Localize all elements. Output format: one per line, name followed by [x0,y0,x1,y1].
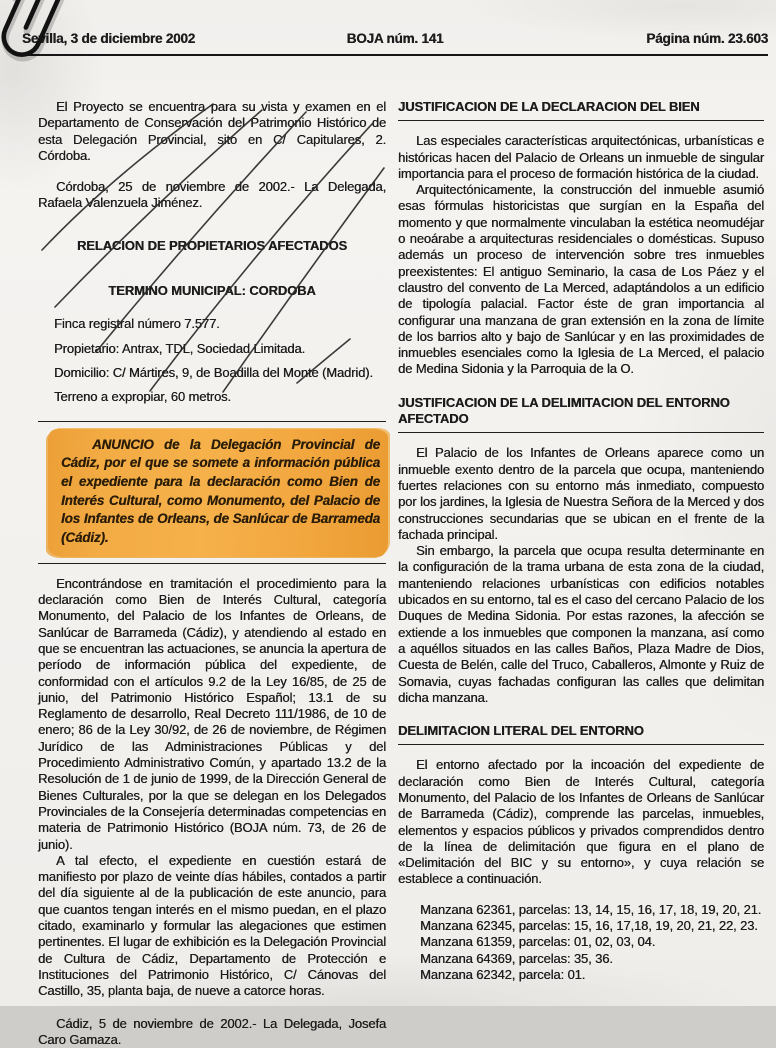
heading-justificacion-declaracion-bien: JUSTIFICACION DE LA DECLARACION DEL BIEN [398,99,764,121]
right-column [398,99,764,983]
paragraph-palacio-infantes: El Palacio de los Infantes de Orleans aparece como un inmueble exento dentro de la parcela que ocupa, manteniendo fuertes relaciones con su entorno más inmediato, compuesto por los jardines, la Iglesia de Nuestra Señora de la Merced y dos construcciones secundarias que se ubican en el frente de la fachada principal. [398,445,764,543]
paragraph-sin-embargo: Sin embargo, la parcela que ocupa resulta determinante en la configuración de la trama urbana de esta zona de la ciudad, manteniendo relaciones urbanísticas con edificios notables ubicados en su entorno, tal es el caso del cercano Palacio de los Duques de Medina Sidonia. Por estas razones, la afección se extiende a los inmuebles que componen la manzana, así como a aquéllos situados en las calles Baños, Plaza Madre de Dios, Cuesta de Belén, calle del Truco, Caballeros, Almonte y Ruiz de Somavia, cuyas fachadas configuran las calles que delimitan dicha manzana. [398,543,764,706]
propietario-line: Propietario: Antrax, TDL, Sociedad Limitada. [54,341,386,357]
header-issue-number: BOJA núm. 141 [271,31,520,46]
finca-registral-line: Finca registral número 7.577. [54,316,386,332]
heading-delimitacion-literal: DELIMITACION LITERAL DEL ENTORNO [398,723,764,745]
anuncio-highlighted-summary: ANUNCIO de la Delegación Provincial de Cádiz, por el que se somete a información pública el expediente para la declaración como Bien de Interés Cultural, como Monumento, del Palacio de los Infantes de Orleans, de Sanlúcar de Barrameda (Cádiz). [48,429,388,557]
left-column [38,99,386,1048]
manzana-parcel-list [398,902,764,983]
manzana-entry: Manzana 61359, parcelas: 01, 02, 03, 04. [398,934,764,950]
terreno-line: Terreno a expropiar, 60 metros. [54,389,386,405]
paragraph-arquitectonicamente: Arquitectónicamente, la construcción del inmueble asumió esas fórmulas historicistas que surgían en la España del momento y que normalmente vinculaban la estética neomudéjar o neoárabe a arquitecturas residenciales o domésticas. Supuso además un proceso de intervención sobre tres inmuebles preexistentes: El antiguo Seminario, la casa de Los Páez y el claustro del convento de La Merced, adaptándolos a un edificio de tipología palacial. Factor éste de gran importancia al configurar una manzana de gran extensión en la zona de límite de los barrios alto y bajo de Sanlúcar y en las proximidades de inmuebles esenciales como la Iglesia de La Merced, el palacio de Medina Sidonia y la Parroquia de la O. [398,182,764,378]
paragraph-encontrandose: Encontrándose en tramitación el procedimiento para la declaración como Bien de Interés Cultural, categoría Monumento, del Palacio de los Infantes de Orleans, de Sanlúcar de Barrameda (Cádiz), y atendiendo al estado en que se encuentran las actuaciones, se anuncia la apertura de período de información pública del expediente, de conformidad con el artículos 9.2 de la Ley 16/85, de 25 de junio, del Patrimonio Histórico Español; 13.1 de su Reglamento de desarrollo, Real Decreto 111/1986, de 10 de enero; 86 de la Ley 30/92, de 26 de noviembre, de Régimen Jurídico de las Administraciones Públicas y del Procedimiento Administrativo Común, y apartado 13.2 de la Resolución de 1 de junio de 1999, de la Dirección General de Bienes Culturales, por la que se delegan en los Delegados Provinciales de la Consejería determinadas competencias en materia de Patrimonio Histórico (BOJA núm. 73, de 26 de junio). [38,576,386,853]
heading-justificacion-delimitacion-entorno: JUSTIFICACION DE LA DELIMITACION DEL ENTORNO AFECTADO [398,395,764,434]
header-date: Sevilla, 3 de diciembre 2002 [22,31,271,46]
heading-termino-municipal: TERMINO MUNICIPAL: CORDOBA [38,283,386,299]
domicilio-line: Domicilio: C/ Mártires, 9, de Boadilla del Monte (Madrid). [54,365,386,381]
paragraph-cadiz-signature: Cádiz, 5 de noviembre de 2002.- La Delegada, Josefa Caro Gamaza. [38,1016,386,1048]
manzana-entry: Manzana 62345, parcelas: 15, 16, 17,18, 19, 20, 21, 22, 23. [398,918,764,934]
page-header [22,31,768,56]
paragraph-project-exhibition: El Proyecto se encuentra para su vista y examen en el Departamento de Conservación del Patrimonio Histórico de esta Delegación Provincial, sito en C/ Capitulares, 2. Córdoba. [38,99,386,164]
manzana-entry: Manzana 64369, parcelas: 35, 36. [398,951,764,967]
horizontal-rule-below-anuncio [38,563,386,564]
paragraph-cordoba-signature: Córdoba, 25 de noviembre de 2002.- La Delegada, Rafaela Valenzuela Jiménez. [38,179,386,212]
horizontal-rule-above-anuncio [38,421,386,422]
header-page-number: Página núm. 23.603 [519,31,768,46]
paragraph-caracteristicas: Las especiales características arquitectónicas, urbanísticas e históricas hacen del Palacio de Orleans un inmueble de singular importancia para el proceso de formación histórica de la ciudad. [398,133,764,182]
paragraph-a-tal-efecto: A tal efecto, el expediente en cuestión estará de manifiesto por plazo de veinte días hábiles, contados a partir del día siguiente al de la publicación de este anuncio, para que cuantos tengan interés en el mismo puedan, en el plazo citado, examinarlo y formular las alegaciones que estimen pertinentes. El lugar de exhibición es la Delegación Provincial de Cultura de Cádiz, Departamento de Protección e Instituciones del Patrimonio Histórico, C/ Cánovas del Castillo, 35, planta baja, de nueve a catorce horas. [38,853,386,1000]
manzana-entry: Manzana 62342, parcela: 01. [398,967,764,983]
manzana-entry: Manzana 62361, parcelas: 13, 14, 15, 16, 17, 18, 19, 20, 21. [398,902,764,918]
paragraph-entorno-afectado: El entorno afectado por la incoación del expediente de declaración como Bien de Interés Cultural, categoría Monumento, del Palacio de los Infantes de Orleans de Sanlúcar de Barrameda (Cádiz), comprende las parcelas, inmuebles, elementos y espacios públicos y privados comprendidos dentro de la línea de delimitación que figura en el plano de «Delimitación del BIC y su entorno», y cuya relación se establece a continuación. [398,757,764,887]
heading-relacion-propietarios: RELACION DE PROPIETARIOS AFECTADOS [38,238,386,254]
